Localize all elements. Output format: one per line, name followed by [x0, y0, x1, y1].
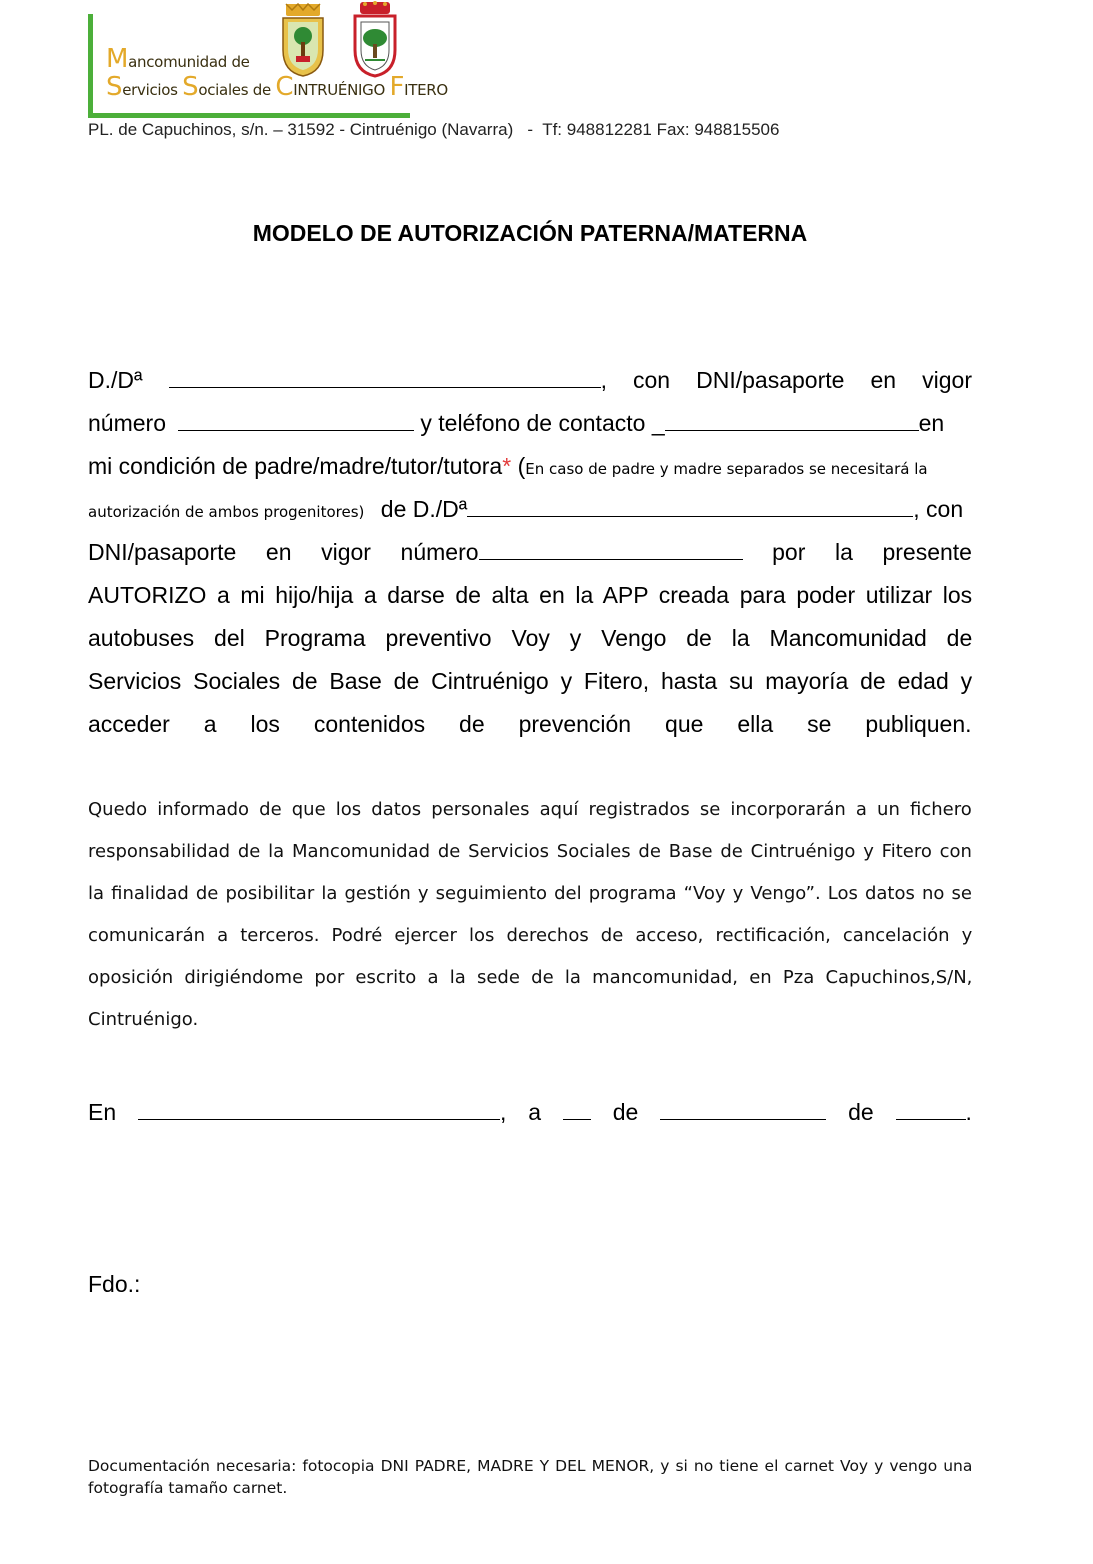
form-line-4: autorización de ambos progenitores) de D./Dª , con	[88, 496, 964, 522]
privacy-line-3: la finalidad de posibilitar la gestión y seguimiento del programa “Voy y Vengo”. Los datos no se	[88, 883, 972, 904]
privacy-line-1: Quedo informado de que los datos personales aquí registrados se incorporarán a un fichero	[88, 799, 972, 820]
place-field-line[interactable]	[138, 1101, 500, 1120]
date-line: En , a de de .	[88, 1099, 972, 1125]
logo	[88, 0, 448, 118]
minor-name-field-line[interactable]	[467, 498, 913, 517]
logo-green-bar-horizontal	[88, 113, 410, 118]
signature-label: Fdo.:	[88, 1271, 141, 1297]
cintruenigo-coat-of-arms-icon	[278, 2, 328, 78]
name-field-line[interactable]: ,	[169, 365, 607, 395]
footer-line-2: fotografía tamaño carnet.	[88, 1479, 288, 1497]
dni-field-line[interactable]	[178, 412, 414, 431]
form-line-2: número y teléfono de contacto _ en	[88, 410, 945, 436]
day-field-line[interactable]	[563, 1101, 591, 1120]
privacy-line-4: comunicarán a terceros. Podré ejercer los derechos de acceso, rectificación, cancelación y	[88, 925, 973, 946]
form-line-6: AUTORIZO a mi hijo/hija a darse de alta en la APP creada para poder utilizar los	[88, 582, 973, 608]
month-field-line[interactable]	[660, 1101, 826, 1120]
footer-line-1: Documentación necesaria: fotocopia DNI PADRE, MADRE Y DEL MENOR, y si no tiene el carnet Voy y vengo una	[88, 1457, 973, 1475]
privacy-line-2: responsabilidad de la Mancomunidad de Servicios Sociales de Base de Cintruénigo y Fitero con	[88, 841, 972, 862]
form-line-3: mi condición de padre/madre/tutor/tutora* (En caso de padre y madre separados se necesitará la	[88, 453, 928, 479]
header-address: PL. de Capuchinos, s/n. – 31592 - Cintruénigo (Navarra) - Tf: 948812281 Fax: 948815506	[88, 120, 780, 139]
logo-green-bar-vertical	[88, 14, 93, 118]
required-asterisk: *	[502, 453, 512, 479]
logo-text-line1: Mancomunidad de	[106, 44, 250, 74]
form-line-7: autobuses del Programa preventivo Voy y Vengo de la Mancomunidad de	[88, 625, 973, 651]
phone-field-line[interactable]	[665, 412, 919, 431]
privacy-line-5: oposición dirigiéndome por escrito a la sede de la mancomunidad, en Pza Capuchinos,S/N,	[88, 967, 973, 988]
minor-dni-field-line[interactable]	[479, 541, 743, 560]
form-line-1: D./Dª , con DNI/pasaporte en vigor	[88, 367, 972, 393]
privacy-line-6: Cintruénigo.	[88, 1009, 199, 1030]
form-line-8: Servicios Sociales de Base de Cintruénigo y Fitero, hasta su mayoría de edad y	[88, 668, 973, 694]
form-line-5: DNI/pasaporte en vigor número por la presente	[88, 539, 972, 565]
fitero-coat-of-arms-icon	[351, 0, 399, 78]
year-field-line[interactable]	[896, 1101, 966, 1120]
form-line-9: acceder a los contenidos de prevención que ella se publiquen.	[88, 711, 972, 737]
document-title: MODELO DE AUTORIZACIÓN PATERNA/MATERNA	[252, 220, 808, 246]
logo-text-line2: Servicios Sociales de CINTRUÉNIGO FITERO	[106, 72, 448, 102]
